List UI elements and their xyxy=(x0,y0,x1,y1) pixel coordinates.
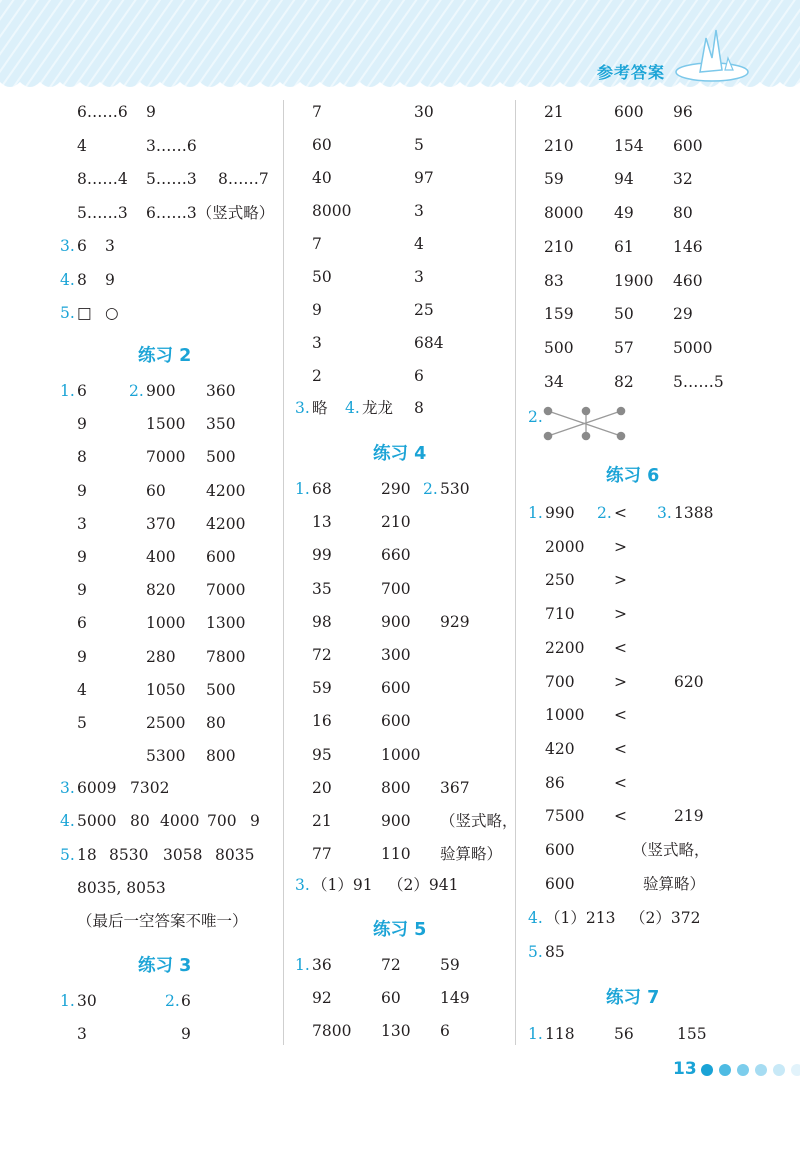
answer-value: 34 xyxy=(544,372,564,391)
answer-value: 30 xyxy=(77,992,97,1010)
answer-value: 5……3 xyxy=(146,170,197,188)
answer-value: > xyxy=(614,571,627,590)
answer-value: 32 xyxy=(673,170,693,189)
answer-value: 57 xyxy=(614,338,634,357)
answer-value: 600 xyxy=(381,712,411,731)
answer-value: 5 xyxy=(414,136,424,154)
column-divider xyxy=(283,100,284,1045)
answer-value: 1050 xyxy=(146,680,186,699)
question-number: 5. xyxy=(60,304,75,322)
answer-value: 4 xyxy=(77,680,87,699)
answer-value: 4000 xyxy=(160,812,200,830)
answer-value: （1）91 xyxy=(312,876,373,894)
answer-value: 25 xyxy=(414,301,434,319)
answer-value: 5000 xyxy=(673,338,713,357)
answer-value: 13 xyxy=(312,513,332,532)
wavy-header-background xyxy=(0,0,800,92)
answer-value: 9 xyxy=(77,415,87,434)
answer-value: 3 xyxy=(77,514,87,533)
matching-diagram xyxy=(535,402,635,444)
answer-value: （1）213 xyxy=(545,909,616,927)
answer-value: 600 xyxy=(206,548,236,566)
answer-value: < xyxy=(614,706,627,725)
answer-value: 8 xyxy=(414,399,424,417)
question-number: 3. xyxy=(657,504,672,522)
answer-value: 367 xyxy=(440,778,470,797)
header-title: 参考答案 xyxy=(597,63,666,82)
answer-value: 620 xyxy=(674,672,704,691)
answer-value: 4200 xyxy=(206,481,246,500)
answer-value: 4200 xyxy=(206,514,246,533)
question-number: 3. xyxy=(295,876,310,894)
answer-value: 710 xyxy=(545,605,575,624)
section-title: 练习 4 xyxy=(373,444,427,464)
answer-value: 500 xyxy=(206,680,236,699)
question-number: 2. xyxy=(165,992,180,1010)
answer-value: 2500 xyxy=(146,714,186,732)
answer-value: 60 xyxy=(381,989,401,1008)
answer-value: 1300 xyxy=(206,614,246,633)
answer-value: ○ xyxy=(105,304,119,322)
answer-value: 7000 xyxy=(146,448,186,467)
answer-value: 9 xyxy=(77,481,87,500)
match-dot xyxy=(582,407,591,416)
answer-value: 7 xyxy=(312,103,322,121)
answer-value: 80 xyxy=(130,812,150,830)
match-dot xyxy=(544,432,553,441)
match-dot xyxy=(544,407,553,416)
answer-value: 21 xyxy=(544,103,564,121)
answer-value: 7000 xyxy=(206,581,246,600)
answer-value: 146 xyxy=(673,237,703,256)
answer-value: 3 xyxy=(105,237,115,255)
answer-value: 7500 xyxy=(545,807,585,826)
answer-value: 92 xyxy=(312,989,332,1008)
answer-value: 350 xyxy=(206,415,236,434)
answer-value: 59 xyxy=(312,679,332,698)
answer-value: 360 xyxy=(206,382,236,400)
answer-value: 94 xyxy=(614,170,634,189)
answer-value: 900 xyxy=(381,812,411,830)
answer-value: 5……3 xyxy=(77,203,128,222)
answer-value: 99 xyxy=(312,546,332,565)
answer-value: > xyxy=(614,537,627,556)
answer-value: 5300 xyxy=(146,747,186,766)
question-number: 3. xyxy=(60,779,75,797)
answer-value: 280 xyxy=(146,647,176,666)
answer-value: 500 xyxy=(544,338,574,357)
answer-value: 154 xyxy=(614,136,644,155)
answer-value: 9 xyxy=(77,581,87,600)
answer-value: 82 xyxy=(614,372,634,391)
answer-value: 60 xyxy=(146,481,166,500)
answer-value: 3……6 xyxy=(146,136,197,155)
answer-value: 159 xyxy=(544,305,574,324)
question-number: 1. xyxy=(60,382,75,400)
answer-value: 2000 xyxy=(545,537,585,556)
answer-value: 7302 xyxy=(130,779,170,797)
answer-value: 130 xyxy=(381,1022,411,1041)
answer-value: 35 xyxy=(312,579,332,598)
answer-value: 8035 xyxy=(215,846,255,864)
answer-value: 77 xyxy=(312,845,332,864)
answer-value: 300 xyxy=(381,646,411,664)
answer-value: < xyxy=(614,773,627,792)
answer-value: 420 xyxy=(545,739,575,758)
answer-value: 155 xyxy=(677,1025,707,1043)
answer-value: 820 xyxy=(146,581,176,600)
answer-value: 370 xyxy=(146,514,176,533)
page-header xyxy=(0,0,800,92)
answer-value: 210 xyxy=(381,513,411,532)
answer-value: 6 xyxy=(77,614,87,633)
answer-value: 20 xyxy=(312,778,332,797)
answer-value: 1388 xyxy=(674,504,714,522)
answer-value: 8 xyxy=(77,448,87,467)
answer-value: 96 xyxy=(673,103,693,121)
answer-value: （竖式略， xyxy=(632,841,710,859)
answer-value: 600 xyxy=(545,874,575,893)
answer-value: 700 xyxy=(381,579,411,598)
answer-value: 6009 xyxy=(77,779,117,797)
section-title: 练习 3 xyxy=(138,956,192,976)
answer-value: 59 xyxy=(440,956,460,974)
answer-value: < xyxy=(614,504,627,522)
answer-value: 50 xyxy=(312,268,332,286)
question-number: 2. xyxy=(423,480,438,498)
answer-value: 290 xyxy=(381,480,411,498)
answer-value: 3 xyxy=(77,1025,87,1044)
answer-value: 219 xyxy=(674,807,704,826)
answer-value: 95 xyxy=(312,745,332,764)
question-number: 4. xyxy=(345,399,360,417)
answer-value: 5000 xyxy=(77,812,117,830)
answer-value: 7 xyxy=(312,235,322,253)
section-title: 练习 6 xyxy=(606,466,660,486)
question-number: 2. xyxy=(528,408,543,426)
answer-value: 9 xyxy=(77,647,87,666)
answer-value: 6 xyxy=(440,1022,450,1041)
answer-value: 660 xyxy=(381,546,411,565)
answer-value: 7800 xyxy=(312,1022,352,1041)
question-number: 3. xyxy=(60,237,75,255)
answer-value: 6……3（竖式略） xyxy=(146,203,275,222)
answer-value: < xyxy=(614,638,627,657)
answer-value: 1000 xyxy=(545,706,585,725)
answer-value: 1500 xyxy=(146,415,186,434)
question-number: 2. xyxy=(129,382,144,400)
answer-value: （2）941 xyxy=(388,876,459,894)
question-number: 4. xyxy=(528,909,543,927)
answer-value: 30 xyxy=(414,103,434,121)
answer-value: 验算略） xyxy=(643,874,706,893)
question-number: 1. xyxy=(60,992,75,1010)
answer-value: 3058 xyxy=(163,846,203,864)
answer-value: 9 xyxy=(77,548,87,566)
question-number: 2. xyxy=(597,504,612,522)
answer-value: 1900 xyxy=(614,271,654,290)
answer-value: 2200 xyxy=(545,638,585,657)
answer-value: 1000 xyxy=(146,614,186,633)
answer-value: 9 xyxy=(250,812,260,830)
answer-value: 600 xyxy=(545,841,575,859)
section-title: 练习 5 xyxy=(373,920,427,940)
answer-value: > xyxy=(614,672,627,691)
answer-value: 50 xyxy=(614,305,634,324)
answer-value: 40 xyxy=(312,169,332,187)
answer-value: 250 xyxy=(545,571,575,590)
answer-value: 800 xyxy=(206,747,236,766)
answer-value: （竖式略， xyxy=(440,812,518,830)
answer-value: 4 xyxy=(414,235,424,253)
question-number: 4. xyxy=(60,812,75,830)
answer-value: 83 xyxy=(544,271,564,290)
answer-value: 9 xyxy=(146,103,156,121)
answer-value: 59 xyxy=(544,170,564,189)
answer-value: 600 xyxy=(614,103,644,121)
answer-value: 8035, 8053 xyxy=(77,879,166,897)
answer-value: 900 xyxy=(381,612,411,631)
page-number: 13 xyxy=(673,1059,697,1079)
answer-value: 8……7 xyxy=(218,170,269,188)
answer-value: 29 xyxy=(673,305,693,324)
answer-value: 86 xyxy=(545,773,565,792)
answer-value: 600 xyxy=(381,679,411,698)
match-dot xyxy=(617,407,626,416)
answer-value: 8 xyxy=(77,270,87,289)
answer-value: 56 xyxy=(614,1025,634,1043)
match-dot xyxy=(582,432,591,441)
column-divider xyxy=(515,100,516,1045)
answer-value: 2 xyxy=(312,367,322,385)
question-number: 1. xyxy=(295,480,310,498)
answer-value: 3 xyxy=(414,268,424,286)
answer-value: 9 xyxy=(181,1025,191,1044)
question-number: 1. xyxy=(528,1025,543,1043)
answer-value: 85 xyxy=(545,943,565,961)
answer-value: 80 xyxy=(206,714,226,732)
answer-value: 149 xyxy=(440,989,470,1008)
answer-value: 8000 xyxy=(312,202,352,220)
answer-value: 6 xyxy=(77,237,87,255)
answer-value: 5……5 xyxy=(673,372,724,391)
match-dot xyxy=(617,432,626,441)
answer-value: 72 xyxy=(381,956,401,974)
answer-value: 60 xyxy=(312,136,332,154)
answer-value: 49 xyxy=(614,204,634,223)
answer-value: 3 xyxy=(414,202,424,220)
answer-value: 8……4 xyxy=(77,170,128,188)
answer-value: 3 xyxy=(312,334,322,352)
answer-value: 5 xyxy=(77,714,87,732)
answer-value: 500 xyxy=(206,448,236,467)
answer-value: 7800 xyxy=(206,647,246,666)
answer-value: 6 xyxy=(414,367,424,385)
answer-value: 118 xyxy=(545,1025,575,1043)
answer-value: 9 xyxy=(312,301,322,319)
answer-value: < xyxy=(614,739,627,758)
answer-value: < xyxy=(614,807,627,826)
answer-value: 龙龙 xyxy=(362,399,394,417)
answer-value: 9 xyxy=(105,270,115,289)
answer-value: 68 xyxy=(312,480,332,498)
answer-value: 400 xyxy=(146,548,176,566)
question-number: 5. xyxy=(528,943,543,961)
answer-value: 684 xyxy=(414,334,444,352)
answer-value: 6 xyxy=(77,382,87,400)
answer-value: 略 xyxy=(312,399,328,417)
answer-value: 210 xyxy=(544,136,574,155)
answer-value: 6……6 xyxy=(77,103,128,121)
answer-value: 21 xyxy=(312,812,332,830)
answer-value: 97 xyxy=(414,169,434,187)
answer-value: 900 xyxy=(146,382,176,400)
section-title: 练习 2 xyxy=(138,346,192,366)
answer-value: 18 xyxy=(77,846,97,864)
question-number: 1. xyxy=(295,956,310,974)
question-number: 5. xyxy=(60,846,75,864)
answer-value: 600 xyxy=(673,136,703,155)
answer-value: 1000 xyxy=(381,745,421,764)
answer-value: > xyxy=(614,605,627,624)
answer-value: 80 xyxy=(673,204,693,223)
answer-value: 36 xyxy=(312,956,332,974)
answer-value: （2）372 xyxy=(630,909,701,927)
answer-value: 700 xyxy=(545,672,575,691)
answer-value: 990 xyxy=(545,504,575,522)
answer-value: □ xyxy=(77,304,92,322)
answer-value: 800 xyxy=(381,778,411,797)
answer-value: 16 xyxy=(312,712,332,731)
answer-value: 460 xyxy=(673,271,703,290)
answer-value: 700 xyxy=(207,812,237,830)
question-number: 1. xyxy=(528,504,543,522)
answer-value: 8530 xyxy=(109,846,149,864)
footer-dots-decoration xyxy=(700,1063,800,1077)
answer-value: 530 xyxy=(440,480,470,498)
answer-value: 929 xyxy=(440,612,470,631)
answer-value: 98 xyxy=(312,612,332,631)
answer-value: 6 xyxy=(181,992,191,1010)
question-number: 3. xyxy=(295,399,310,417)
answer-value: （最后一空答案不唯一） xyxy=(77,912,248,930)
answer-value: 72 xyxy=(312,646,332,664)
answer-value: 验算略） xyxy=(440,845,503,864)
answer-value: 210 xyxy=(544,237,574,256)
question-number: 4. xyxy=(60,270,75,289)
answer-value: 110 xyxy=(381,845,411,864)
section-title: 练习 7 xyxy=(606,988,660,1008)
answer-value: 61 xyxy=(614,237,634,256)
answer-value: 8000 xyxy=(544,204,584,223)
answer-value: 4 xyxy=(77,136,87,155)
